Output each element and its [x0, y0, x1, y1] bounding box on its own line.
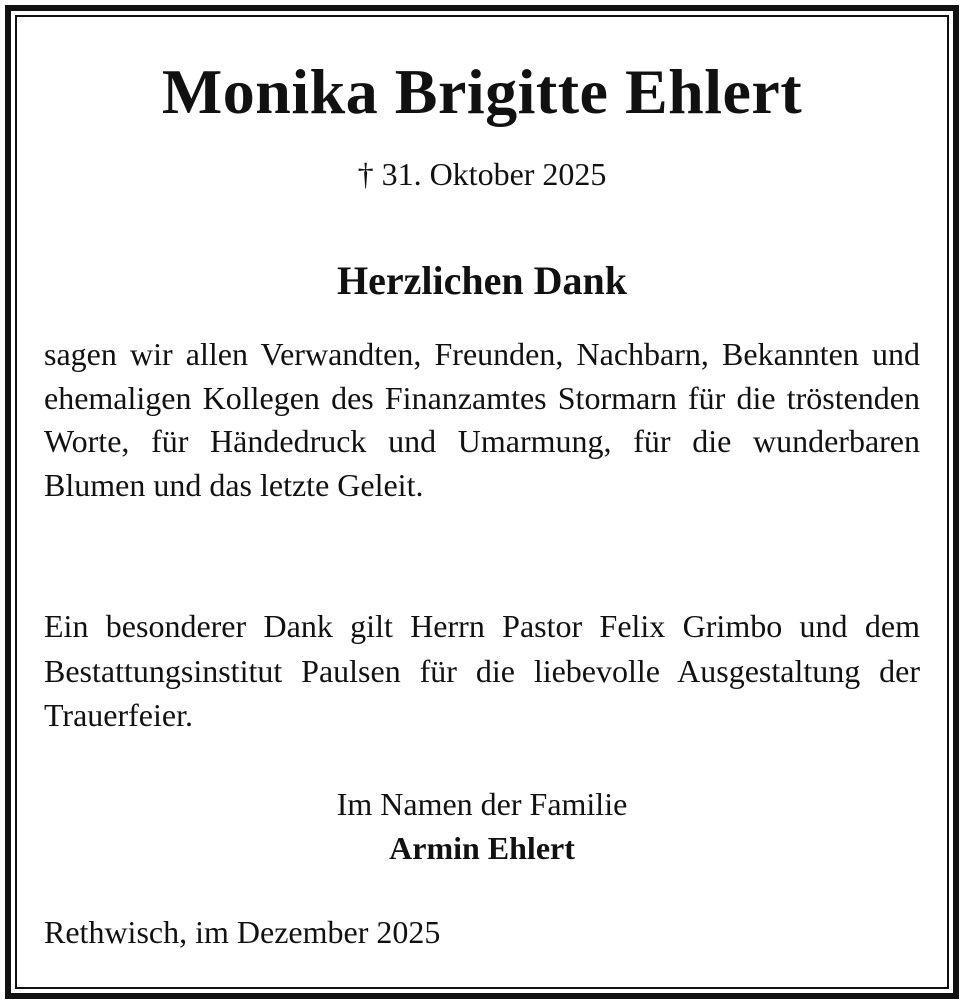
death-line — [44, 152, 920, 196]
thanks-heading: Herzlichen Dank — [337, 258, 627, 303]
special-thanks-paragraph: Ein besonderer Dank gilt Herrn Pastor Felix Grimbo und dem Bestattungsinstitut Paulsen für die liebevolle Ausgestaltung der Trauerfeier. — [44, 608, 920, 733]
notice-content — [44, 0, 920, 990]
cross-icon: † — [357, 156, 374, 192]
place-date: Rethwisch, im Dezember 2025 — [44, 914, 441, 950]
deceased-name: Monika Brigitte Ehlert — [161, 56, 803, 127]
death-date: 31. Oktober 2025 — [381, 156, 607, 192]
signer-name: Armin Ehlert — [389, 830, 575, 866]
signoff-block — [44, 782, 920, 870]
thanks-paragraph: sagen wir allen Verwandten, Freunden, Nachbarn, Bekannten und ehemaligen Kollegen des Finanzamtes Stormarn für die tröstenden Worte, für Händedruck und Umarmung, für die wunderbaren Blumen und das letzte Geleit. — [44, 336, 920, 503]
signoff-line: Im Namen der Familie — [336, 786, 628, 822]
